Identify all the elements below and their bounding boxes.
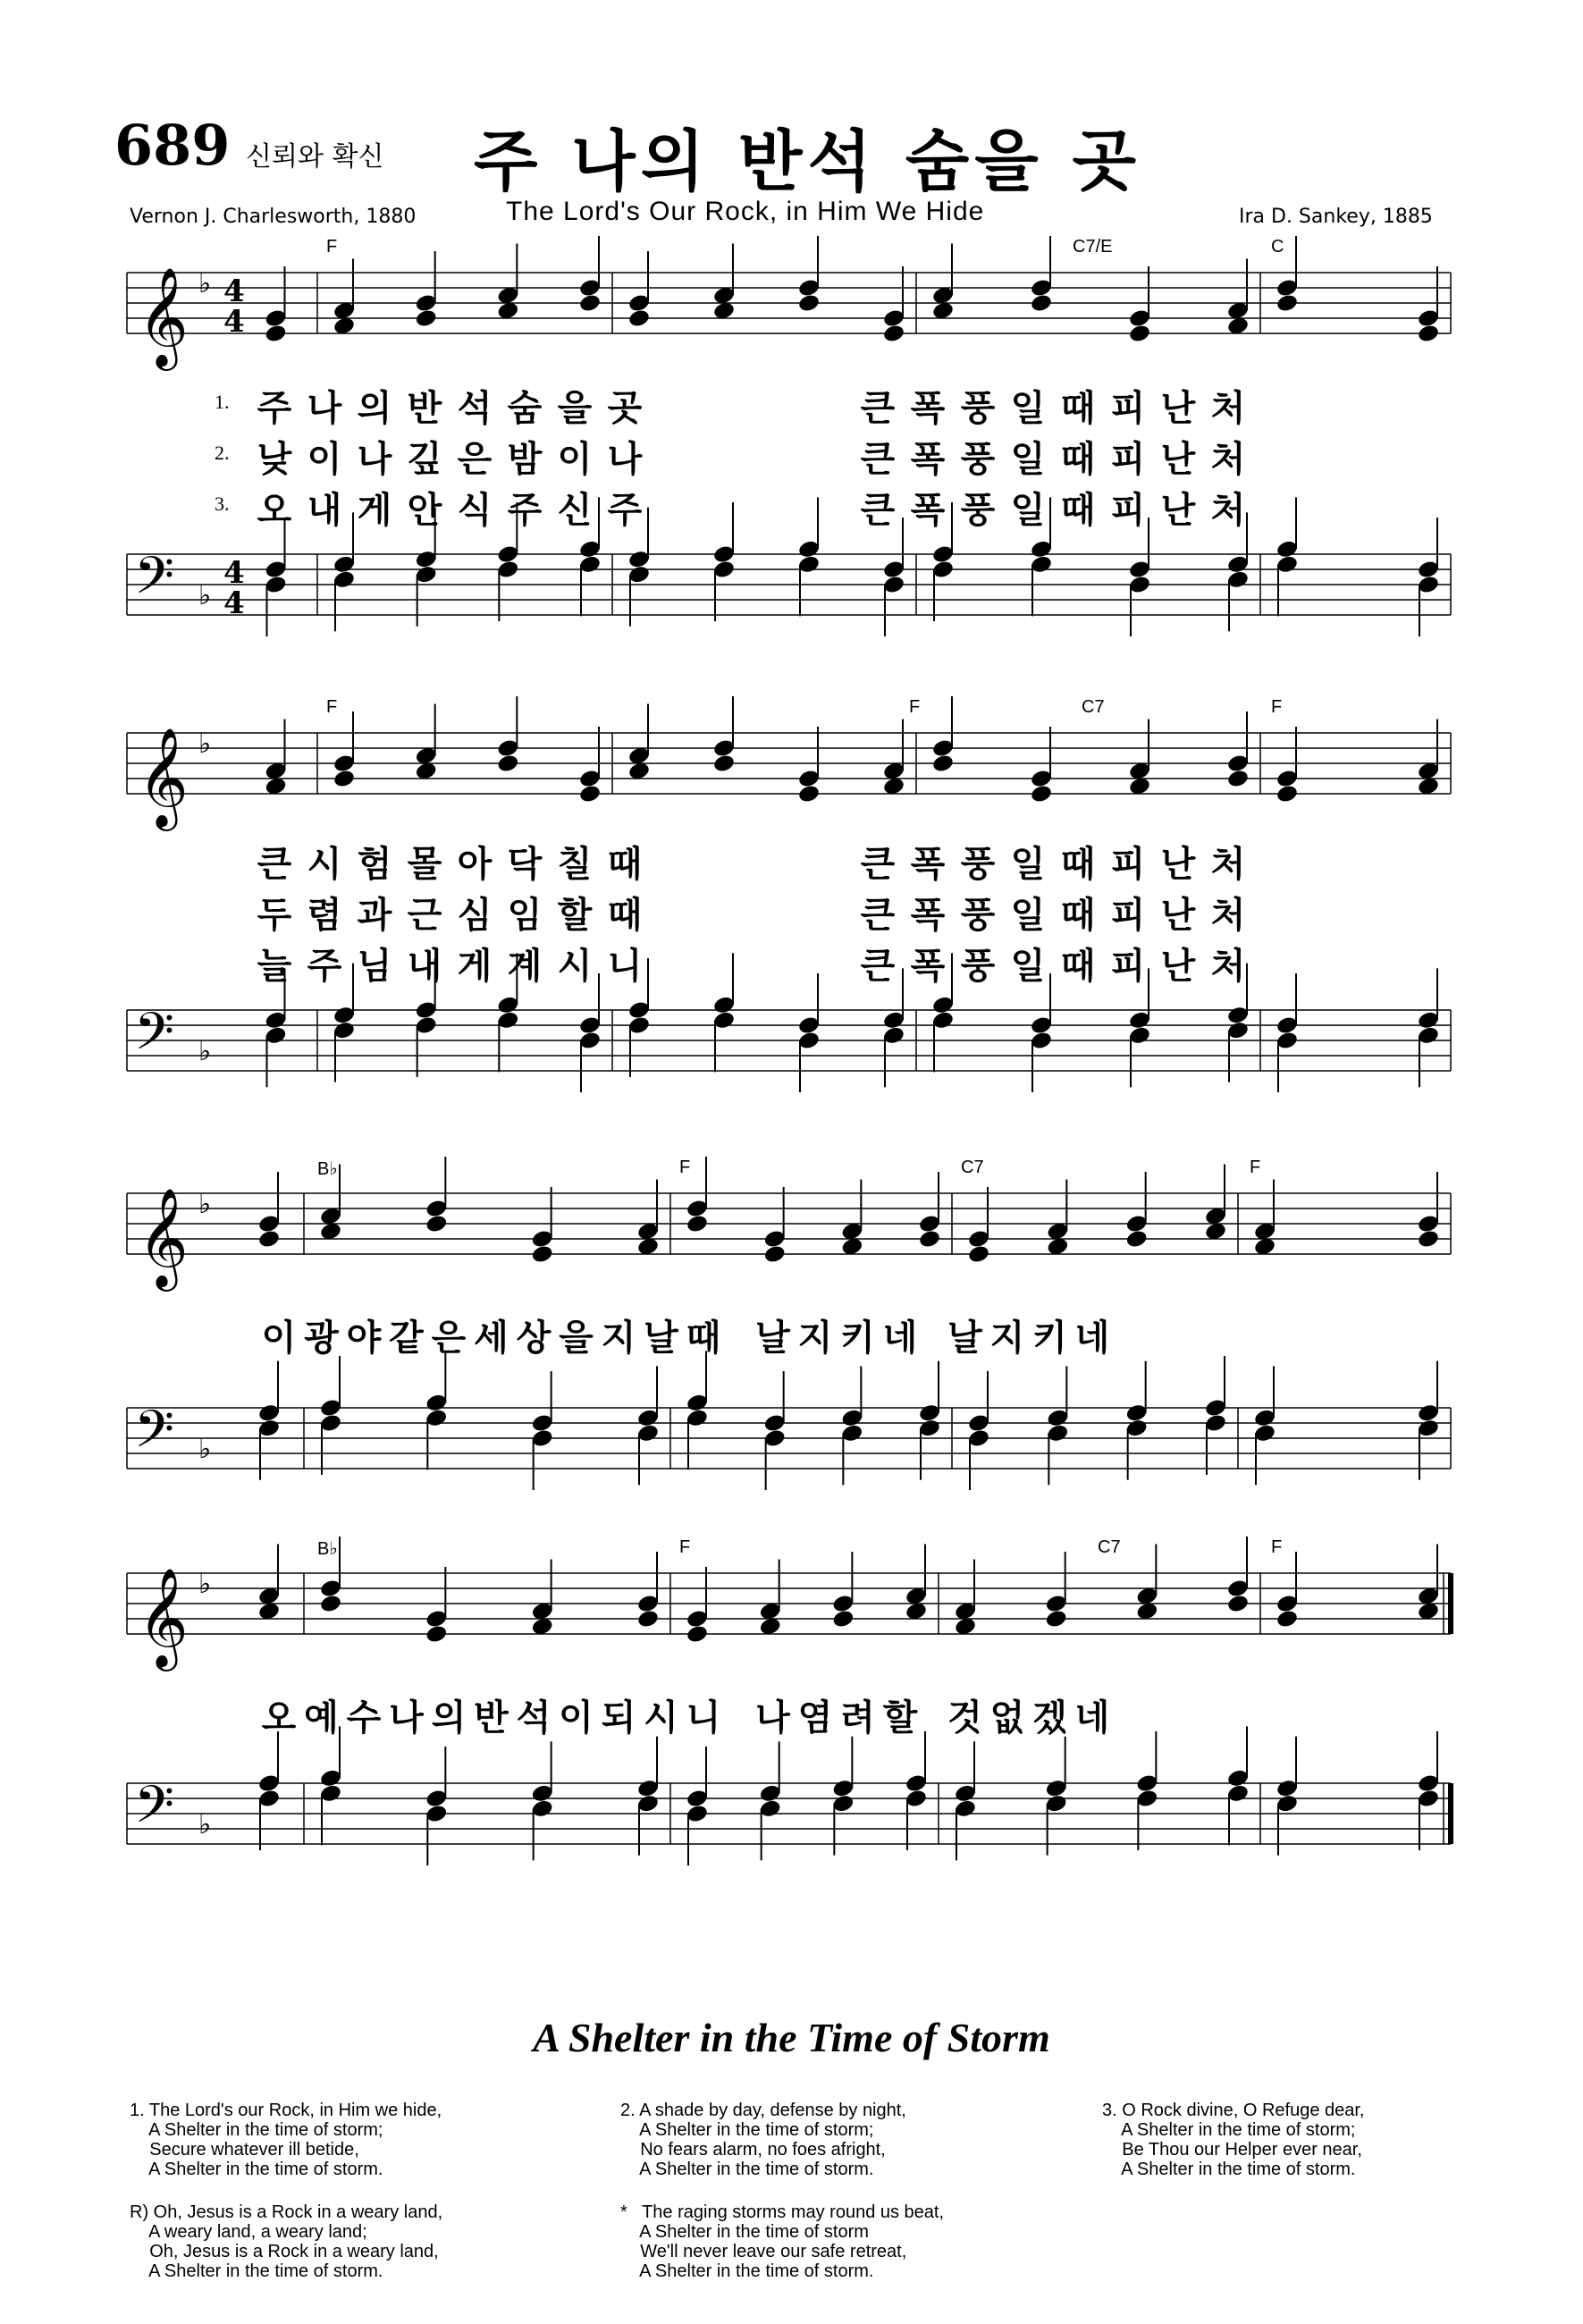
lyric-syllable: 네 bbox=[1074, 1318, 1110, 1359]
lyric-syllable: 때 bbox=[1060, 439, 1096, 480]
lyric-syllable: 난 bbox=[1160, 844, 1196, 885]
english-column-2 bbox=[620, 2101, 944, 2304]
bass-clef-icon: 𝄢 bbox=[134, 545, 175, 619]
lyric-syllable: 큰 bbox=[257, 844, 292, 885]
lyric-syllable: 석 bbox=[516, 1697, 552, 1739]
lyric-syllable: 큰 bbox=[860, 388, 896, 429]
composer-credit: Ira D. Sankey, 1885 bbox=[1239, 206, 1433, 228]
lyric-syllable: 큰 bbox=[860, 895, 896, 936]
lyric-syllable: 의 bbox=[431, 1697, 467, 1739]
lyric-syllable: 키 bbox=[1032, 1318, 1067, 1359]
lyric-syllable: 큰 bbox=[860, 439, 896, 480]
lyric-syllable: 큰 bbox=[860, 946, 896, 987]
lyric-syllable: 폭 bbox=[910, 895, 946, 936]
english-stanza bbox=[620, 2202, 944, 2281]
lyric-syllable: 큰 bbox=[860, 490, 896, 531]
lyric-syllable: 밤 bbox=[507, 439, 543, 480]
treble-notes bbox=[257, 1157, 1440, 1264]
lyric-syllable: 주 bbox=[607, 490, 643, 531]
lyric-syllable: 키 bbox=[840, 1318, 875, 1359]
lyric-syllable: 신 bbox=[557, 490, 593, 531]
lyric-syllable: 님 bbox=[357, 946, 392, 987]
lyric-syllable: 나 bbox=[357, 439, 392, 480]
english-verse-line: A Shelter in the time of storm. bbox=[130, 2261, 383, 2281]
lyric-syllable: 일 bbox=[1010, 895, 1046, 936]
chord-symbol: F bbox=[326, 237, 338, 257]
english-subtitle: The Lord's Our Rock, in Him We Hide bbox=[506, 197, 985, 226]
lyric-syllable: 험 bbox=[357, 844, 392, 885]
chord-symbol: C7 bbox=[961, 1158, 984, 1177]
english-column-1 bbox=[130, 2101, 442, 2304]
lyric-syllable: 근 bbox=[407, 895, 442, 936]
lyric-syllable: 처 bbox=[1210, 388, 1246, 429]
english-stanza bbox=[130, 2101, 442, 2179]
lyric-syllable: 지 bbox=[797, 1318, 833, 1359]
lyric-syllable: 피 bbox=[1110, 388, 1146, 429]
treble-staff bbox=[127, 266, 1451, 371]
english-verse-line: A Shelter in the time of storm. bbox=[1102, 2160, 1356, 2179]
lyric-syllable: 곳 bbox=[607, 388, 643, 429]
english-verse-line: R) Oh, Jesus is a Rock in a weary land, bbox=[130, 2202, 443, 2222]
lyric-syllable: 때 bbox=[1060, 895, 1096, 936]
lyric-syllable: 내 bbox=[407, 946, 442, 987]
lyric-syllable: 난 bbox=[1160, 946, 1196, 987]
lyric-syllable: 풍 bbox=[960, 388, 996, 429]
chord-symbol: B♭ bbox=[317, 1159, 338, 1179]
lyric-syllable: 나 bbox=[307, 388, 342, 429]
english-verse-line: A Shelter in the time of storm. bbox=[620, 2160, 874, 2179]
treble-clef-icon: 𝄞 bbox=[138, 1187, 189, 1287]
english-verse-line: A Shelter in the time of storm. bbox=[620, 2261, 874, 2281]
lyric-syllable: 심 bbox=[457, 895, 493, 936]
lyric-syllable: 나 bbox=[607, 439, 643, 480]
lyric-syllable: 반 bbox=[474, 1697, 509, 1739]
flat-icon: ♭ bbox=[198, 1036, 212, 1067]
treble-clef-icon: 𝄞 bbox=[138, 727, 189, 827]
bass-clef-icon: 𝄢 bbox=[134, 1001, 175, 1074]
lyric-syllable: 렴 bbox=[307, 895, 342, 936]
lyric-syllable: 을 bbox=[557, 388, 593, 429]
lyric-syllable: 게 bbox=[457, 946, 493, 987]
chord-symbol: F bbox=[1271, 1537, 1283, 1557]
lyric-syllable: 은 bbox=[457, 439, 493, 480]
lyric-syllable: 오 bbox=[257, 490, 292, 531]
lyric-syllable: 같 bbox=[389, 1318, 424, 1359]
lyric-syllable: 시 bbox=[644, 1697, 678, 1739]
lyric-syllable: 상 bbox=[516, 1318, 552, 1359]
lyric-syllable: 이 bbox=[261, 1318, 297, 1359]
lyric-syllable: 난 bbox=[1160, 439, 1196, 480]
lyric-syllable: 난 bbox=[1160, 895, 1196, 936]
lyric-syllable: 이 bbox=[307, 439, 342, 480]
lyric-syllable: 때 bbox=[1060, 388, 1096, 429]
lyric-syllable: 나 bbox=[755, 1697, 790, 1739]
lyric-syllable: 일 bbox=[1010, 946, 1046, 987]
lyric-syllable: 폭 bbox=[910, 490, 946, 531]
chord-symbol: F bbox=[326, 697, 338, 717]
treble-staff bbox=[127, 727, 1451, 831]
verse-number: 2. bbox=[215, 442, 230, 464]
lyric-syllable: 광 bbox=[304, 1318, 339, 1359]
lyric-syllable: 때 bbox=[607, 844, 643, 885]
chord-symbol: F bbox=[909, 697, 921, 717]
lyric-syllable: 주 bbox=[257, 388, 292, 429]
lyric-syllable: 지 bbox=[601, 1318, 636, 1359]
lyric-syllable: 세 bbox=[474, 1318, 509, 1359]
lyric-syllable: 네 bbox=[1074, 1697, 1110, 1739]
lyric-syllable: 이 bbox=[557, 439, 593, 480]
lyric-syllable: 폭 bbox=[910, 844, 946, 885]
lyric-syllable: 닥 bbox=[507, 844, 543, 885]
lyric-syllable: 할 bbox=[557, 895, 593, 936]
lyric-syllable: 풍 bbox=[960, 490, 996, 531]
chord-symbol: F bbox=[1271, 697, 1283, 717]
lyric-syllable: 난 bbox=[1160, 388, 1196, 429]
hymn-title: 주 나의 반석 숨을 곳 bbox=[474, 123, 1141, 200]
lyric-syllable: 숨 bbox=[507, 388, 543, 429]
lyric-syllable: 되 bbox=[601, 1697, 636, 1739]
lyric-syllable: 큰 bbox=[860, 844, 896, 885]
lyric-syllable: 나 bbox=[389, 1697, 424, 1739]
chord-symbol: C7 bbox=[1098, 1537, 1121, 1557]
lyric-syllable: 게 bbox=[357, 490, 392, 531]
hymn-number: 689 bbox=[114, 113, 231, 178]
english-stanza bbox=[130, 2202, 442, 2281]
english-verse-line: * The raging storms may round us beat, bbox=[620, 2202, 945, 2222]
lyric-syllable: 임 bbox=[507, 895, 543, 936]
lyric-syllable: 처 bbox=[1210, 844, 1246, 885]
chord-symbol: C7/E bbox=[1073, 237, 1113, 257]
lyric-syllable: 때 bbox=[607, 895, 643, 936]
english-column-3 bbox=[1102, 2101, 1365, 2202]
lyric-syllable: 내 bbox=[307, 490, 342, 531]
english-stanza bbox=[620, 2101, 944, 2179]
english-verse-line: A Shelter in the time of storm bbox=[620, 2222, 869, 2242]
lyric-syllable: 두 bbox=[257, 895, 292, 936]
lyric-syllable: 때 bbox=[1060, 946, 1096, 987]
lyric-syllable: 예 bbox=[304, 1697, 339, 1739]
lyric-syllable: 아 bbox=[457, 844, 493, 885]
lyric-syllable: 처 bbox=[1210, 895, 1246, 936]
lyric-syllable: 처 bbox=[1210, 946, 1246, 987]
hymn-category: 신뢰와 확신 bbox=[246, 141, 384, 173]
bass-clef-icon: 𝄢 bbox=[134, 1399, 175, 1472]
lyric-syllable: 처 bbox=[1210, 490, 1246, 531]
bass-clef-icon: 𝄢 bbox=[134, 1774, 175, 1848]
lyric-syllable: 니 bbox=[607, 946, 643, 987]
lyric-syllable: 때 bbox=[686, 1318, 721, 1359]
lyric-syllable: 을 bbox=[559, 1318, 594, 1359]
english-verse-line: A Shelter in the time of storm; bbox=[1102, 2120, 1356, 2140]
lyric-syllable: 없 bbox=[989, 1697, 1025, 1739]
chord-symbol: F bbox=[679, 1158, 691, 1177]
treble-staff bbox=[127, 1567, 1451, 1671]
lyric-syllable: 려 bbox=[840, 1697, 875, 1739]
flat-icon: ♭ bbox=[198, 728, 212, 760]
treble-staff bbox=[127, 1187, 1451, 1292]
lyric-syllable: 폭 bbox=[910, 388, 946, 429]
lyric-syllable: 날 bbox=[755, 1318, 790, 1359]
lyric-syllable: 일 bbox=[1010, 490, 1046, 531]
lyric-syllable: 피 bbox=[1110, 946, 1146, 987]
lyric-syllable: 일 bbox=[1010, 439, 1046, 480]
lyric-syllable: 깊 bbox=[407, 439, 442, 480]
lyricist-credit: Vernon J. Charlesworth, 1880 bbox=[130, 206, 417, 228]
lyric-syllable: 은 bbox=[431, 1318, 467, 1359]
lyric-syllable: 할 bbox=[882, 1697, 918, 1739]
time-signature-top: 4 bbox=[223, 274, 245, 309]
english-verse-line: 2. A shade by day, defense by night, bbox=[620, 2101, 906, 2120]
lyric-syllable: 시 bbox=[557, 946, 593, 987]
lyric-syllable: 난 bbox=[1160, 490, 1196, 531]
lyric-syllable: 때 bbox=[1060, 844, 1096, 885]
english-verse-line: Secure whatever ill betide, bbox=[130, 2140, 359, 2160]
bass-staff bbox=[127, 1001, 1451, 1074]
lyric-syllable: 낮 bbox=[257, 439, 292, 480]
lyric-syllable: 이 bbox=[559, 1697, 594, 1739]
lyric-syllable: 날 bbox=[947, 1318, 982, 1359]
lyric-syllable: 지 bbox=[989, 1318, 1025, 1359]
lyric-syllable: 오 bbox=[261, 1697, 297, 1739]
lyric-syllable: 것 bbox=[947, 1697, 982, 1739]
lyric-syllable: 식 bbox=[457, 490, 493, 531]
english-verse-line: Oh, Jesus is a Rock in a weary land, bbox=[130, 2242, 439, 2261]
chord-symbol: C bbox=[1271, 237, 1284, 257]
lyric-syllable: 풍 bbox=[960, 439, 996, 480]
lyric-syllable: 안 bbox=[407, 490, 442, 531]
lyric-syllable: 폭 bbox=[910, 439, 946, 480]
lyric-syllable: 겠 bbox=[1032, 1697, 1067, 1739]
lyric-syllable: 반 bbox=[407, 388, 442, 429]
lyric-syllable: 야 bbox=[346, 1318, 382, 1359]
english-verse-line: A Shelter in the time of storm; bbox=[130, 2120, 383, 2140]
english-verse-line: 3. O Rock divine, O Refuge dear, bbox=[1102, 2101, 1365, 2120]
bass-staff bbox=[127, 1774, 1451, 1848]
english-verse-line: A weary land, a weary land; bbox=[130, 2222, 367, 2242]
chord-symbol: B♭ bbox=[317, 1539, 338, 1559]
lyric-syllable: 처 bbox=[1210, 439, 1246, 480]
lyric-syllable: 주 bbox=[507, 490, 543, 531]
lyric-syllable: 일 bbox=[1010, 388, 1046, 429]
verse-number: 1. bbox=[215, 391, 230, 413]
treble-clef-icon: 𝄞 bbox=[138, 1567, 189, 1667]
lyric-syllable: 늘 bbox=[257, 946, 292, 987]
time-signature-bottom: 4 bbox=[223, 585, 245, 621]
chord-symbol: F bbox=[679, 1537, 691, 1557]
chord-symbol: C7 bbox=[1082, 697, 1105, 717]
lyric-syllable: 때 bbox=[1060, 490, 1096, 531]
flat-icon: ♭ bbox=[198, 1189, 212, 1220]
lyric-syllable: 풍 bbox=[960, 946, 996, 987]
lyric-syllable: 계 bbox=[507, 946, 543, 987]
lyric-syllable: 칠 bbox=[557, 844, 593, 885]
english-verse-line: 1. The Lord's our Rock, in Him we hide, bbox=[130, 2101, 442, 2120]
verse-number: 3. bbox=[215, 493, 230, 515]
bass-staff bbox=[127, 545, 1451, 621]
flat-icon: ♭ bbox=[198, 1569, 212, 1600]
time-signature-top: 4 bbox=[223, 555, 245, 591]
lyric-syllable: 피 bbox=[1110, 895, 1146, 936]
lyric-syllable: 주 bbox=[307, 946, 342, 987]
english-title: A Shelter in the Time of Storm bbox=[533, 2015, 1050, 2060]
treble-notes bbox=[264, 236, 1440, 343]
flat-icon: ♭ bbox=[198, 268, 212, 299]
english-verse-line: No fears alarm, no foes afright, bbox=[620, 2140, 886, 2160]
english-stanza bbox=[1102, 2101, 1365, 2179]
lyric-syllable: 날 bbox=[644, 1318, 678, 1359]
lyric-syllable: 시 bbox=[307, 844, 342, 885]
treble-clef-icon: 𝄞 bbox=[138, 266, 189, 366]
chord-symbol: F bbox=[1250, 1158, 1261, 1177]
english-verse-line: We'll never leave our safe retreat, bbox=[620, 2242, 907, 2261]
lyric-syllable: 피 bbox=[1110, 490, 1146, 531]
lyric-syllable: 염 bbox=[797, 1697, 833, 1739]
lyric-syllable: 니 bbox=[686, 1697, 721, 1739]
lyric-syllable: 피 bbox=[1110, 439, 1146, 480]
flat-icon: ♭ bbox=[198, 580, 212, 611]
lyric-syllable: 폭 bbox=[910, 946, 946, 987]
english-verse-line: Be Thou our Helper ever near, bbox=[1102, 2140, 1362, 2160]
flat-icon: ♭ bbox=[198, 1809, 212, 1840]
english-verse-line: A Shelter in the time of storm; bbox=[620, 2120, 874, 2140]
lyric-syllable: 풍 bbox=[960, 895, 996, 936]
lyric-syllable: 피 bbox=[1110, 844, 1146, 885]
lyric-syllable: 일 bbox=[1010, 844, 1046, 885]
time-signature-bottom: 4 bbox=[223, 304, 245, 340]
treble-notes bbox=[257, 1537, 1440, 1644]
lyric-syllable: 과 bbox=[357, 895, 392, 936]
english-verse-line: A Shelter in the time of storm. bbox=[130, 2160, 383, 2179]
treble-notes bbox=[264, 696, 1440, 804]
lyric-syllable: 몰 bbox=[407, 844, 442, 885]
lyric-syllable: 네 bbox=[882, 1318, 918, 1359]
lyric-syllable: 석 bbox=[457, 388, 493, 429]
lyric-syllable: 풍 bbox=[960, 844, 996, 885]
lyric-syllable: 수 bbox=[346, 1697, 382, 1739]
lyric-syllable: 의 bbox=[357, 388, 392, 429]
flat-icon: ♭ bbox=[198, 1434, 212, 1465]
